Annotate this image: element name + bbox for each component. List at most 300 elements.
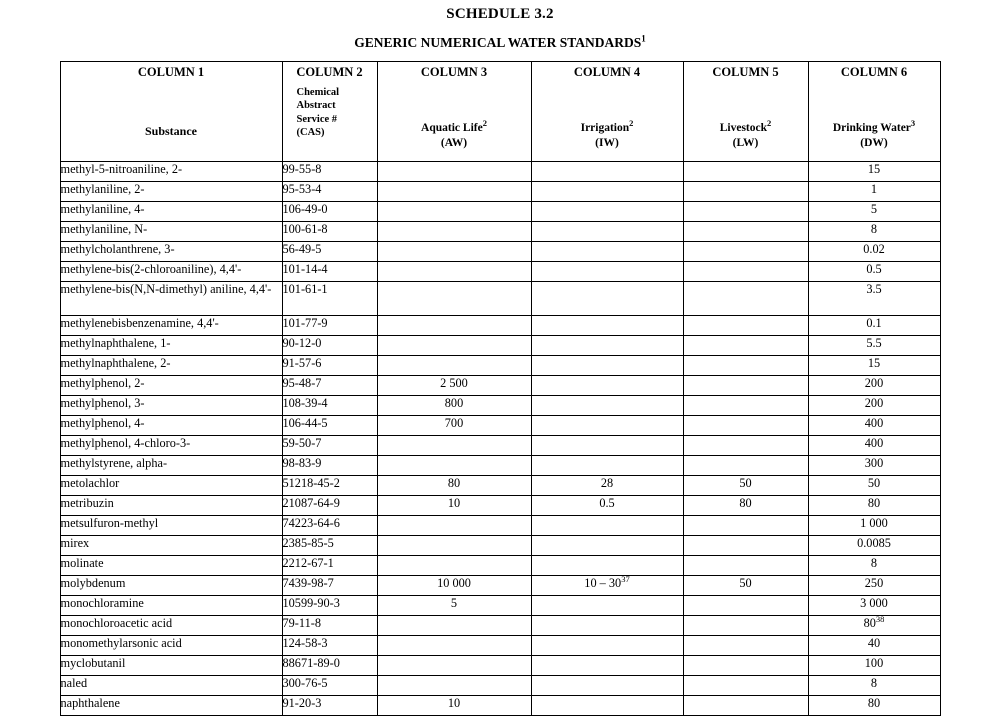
cell-cas <box>282 616 377 636</box>
cell-substance-text: methylcholanthrene, 3- <box>60 242 175 256</box>
cell-substance <box>60 396 282 416</box>
cell-cas-text: 108-39-4 <box>282 396 328 410</box>
cell-cas-text: 100-61-8 <box>282 222 328 236</box>
cell-substance <box>60 182 282 202</box>
cell-cas-text: 2212-67-1 <box>282 556 334 570</box>
table-row <box>60 162 940 182</box>
cell-livestock <box>683 596 808 616</box>
cell-irrigation <box>531 356 683 376</box>
column-header-2: COLUMN 2 <box>282 62 377 84</box>
cell-substance-text: methylaniline, 4- <box>60 202 145 216</box>
cell-cas-text: 99-55-8 <box>282 162 322 176</box>
table-row <box>60 242 940 262</box>
cas-line-2: Abstract <box>296 100 336 112</box>
table-row <box>60 596 940 616</box>
cell-irrigation <box>531 476 683 496</box>
cell-aquatic-life <box>377 596 531 616</box>
drinking-water-text: Drinking Water <box>832 122 911 134</box>
cell-aquatic-life <box>377 476 531 496</box>
cell-substance-text: molinate <box>60 556 104 570</box>
cell-drinking-water-text: 0.1 <box>866 316 882 330</box>
cell-substance-text: methylphenol, 4-chloro-3- <box>60 436 191 450</box>
table-row <box>60 262 940 282</box>
cell-drinking-water-text: 400 <box>864 416 884 430</box>
cell-substance <box>60 476 282 496</box>
cell-drinking-water <box>808 696 940 716</box>
column-header-aquatic-life-label <box>378 118 531 151</box>
cell-aquatic-life-text: 80 <box>447 476 461 490</box>
cell-cas <box>282 656 377 676</box>
cell-drinking-water <box>808 536 940 556</box>
aquatic-life-footnote-marker: 2 <box>482 118 487 129</box>
cell-irrigation <box>531 282 683 316</box>
cell-irrigation <box>531 336 683 356</box>
table-row <box>60 336 940 356</box>
cell-substance <box>60 516 282 536</box>
cell-drinking-water-text: 3.5 <box>866 282 882 296</box>
cell-drinking-water-text: 400 <box>864 436 884 450</box>
cell-substance-text: methylphenol, 3- <box>60 396 145 410</box>
cell-cas-text: 106-49-0 <box>282 202 328 216</box>
cell-livestock-text: 50 <box>739 576 752 590</box>
cell-aquatic-life-text: 10 <box>447 496 461 510</box>
cell-drinking-water <box>808 336 940 356</box>
cell-drinking-water <box>808 656 940 676</box>
cell-substance-text: methylenebisbenzenamine, 4,4'- <box>60 316 219 330</box>
table-header-row-numbers <box>60 62 940 84</box>
cell-substance-text: metribuzin <box>60 496 114 510</box>
cell-drinking-water-text: 5.5 <box>866 336 882 350</box>
cell-substance <box>60 376 282 396</box>
cell-substance-text: methylnaphthalene, 1- <box>60 336 171 350</box>
cell-cas-text: 300-76-5 <box>282 676 328 690</box>
cell-cas-text: 106-44-5 <box>282 416 328 430</box>
cell-cas-text: 101-61-1 <box>282 282 328 296</box>
cell-irrigation <box>531 222 683 242</box>
cell-cas-text: 56-49-5 <box>282 242 322 256</box>
livestock-text: Livestock <box>719 122 768 134</box>
cell-substance-text: metolachlor <box>60 476 120 490</box>
cell-cas-text: 51218-45-2 <box>282 476 340 490</box>
cell-substance-text: molybdenum <box>60 576 126 590</box>
cell-irrigation <box>531 416 683 436</box>
table-body <box>60 162 940 716</box>
cell-substance-text: monochloramine <box>60 596 144 610</box>
cell-drinking-water <box>808 162 940 182</box>
cell-drinking-water-text: 0.0085 <box>857 536 891 550</box>
cell-aquatic-life-text: 700 <box>444 416 464 430</box>
cell-cas <box>282 516 377 536</box>
cell-livestock <box>683 516 808 536</box>
column-header-drinking-water <box>808 83 940 162</box>
table-row <box>60 282 940 316</box>
cell-substance <box>60 556 282 576</box>
cell-livestock <box>683 636 808 656</box>
cas-line-3: Service # <box>296 113 338 125</box>
cell-drinking-water-text: 0.5 <box>866 262 882 276</box>
cell-substance <box>60 456 282 476</box>
table-row <box>60 516 940 536</box>
table-row <box>60 576 940 596</box>
cell-irrigation <box>531 456 683 476</box>
table-row <box>60 356 940 376</box>
cell-cas <box>282 576 377 596</box>
cell-substance-text: methylaniline, 2- <box>60 182 145 196</box>
cell-livestock <box>683 336 808 356</box>
cell-aquatic-life <box>377 516 531 536</box>
cell-substance-text: naphthalene <box>60 696 120 710</box>
livestock-footnote-marker: 2 <box>767 118 772 129</box>
column-header-aquatic-life <box>377 83 531 162</box>
livestock-abbrev: (LW) <box>732 136 759 149</box>
cell-drinking-water <box>808 636 940 656</box>
cell-drinking-water <box>808 456 940 476</box>
table-row <box>60 222 940 242</box>
cell-drinking-water <box>808 496 940 516</box>
cell-substance-text: methylstyrene, alpha- <box>60 456 168 470</box>
cell-substance-text: methylphenol, 4- <box>60 416 145 430</box>
cell-livestock <box>683 202 808 222</box>
cell-cas <box>282 222 377 242</box>
cell-drinking-water <box>808 316 940 336</box>
cell-aquatic-life <box>377 396 531 416</box>
cell-cas <box>282 316 377 336</box>
cell-aquatic-life <box>377 242 531 262</box>
cell-substance <box>60 222 282 242</box>
cell-irrigation <box>531 376 683 396</box>
cell-cas-text: 95-53-4 <box>282 182 322 196</box>
irrigation-text: Irrigation <box>580 122 630 134</box>
cell-livestock <box>683 242 808 262</box>
page-subtitle-footnote-marker: 1 <box>641 33 646 44</box>
cell-drinking-water <box>808 396 940 416</box>
water-standards-table <box>60 61 941 716</box>
cell-drinking-water <box>808 516 940 536</box>
cell-substance <box>60 596 282 616</box>
table-row <box>60 636 940 656</box>
cell-drinking-water-text: 200 <box>864 396 884 410</box>
cell-cas <box>282 436 377 456</box>
column-header-substance-label: Substance <box>144 124 197 138</box>
cell-substance-text: methyl-5-nitroaniline, 2- <box>60 162 183 176</box>
cell-aquatic-life-text: 5 <box>450 596 458 610</box>
cell-livestock <box>683 416 808 436</box>
cell-cas <box>282 282 377 316</box>
cell-cas-text: 79-11-8 <box>282 616 321 630</box>
cell-substance-text: metsulfuron-methyl <box>60 516 159 530</box>
cell-cas <box>282 376 377 396</box>
column-header-substance <box>60 83 282 162</box>
cell-substance <box>60 316 282 336</box>
cell-drinking-water-text: 8 <box>870 556 878 570</box>
cell-substance-text: mirex <box>60 536 90 550</box>
cell-livestock <box>683 182 808 202</box>
cell-substance-text: methylnaphthalene, 2- <box>60 356 171 370</box>
table-row <box>60 696 940 716</box>
cell-substance <box>60 242 282 262</box>
cell-substance-text: methylene-bis(N,N-dimethyl) aniline, 4,4'- <box>60 282 272 296</box>
cell-cas <box>282 356 377 376</box>
cell-substance <box>60 356 282 376</box>
column-header-3: COLUMN 3 <box>377 62 531 84</box>
cell-cas <box>282 476 377 496</box>
table-row <box>60 376 940 396</box>
cell-substance <box>60 282 282 316</box>
cell-drinking-water <box>808 416 940 436</box>
cell-livestock <box>683 576 808 596</box>
cell-drinking-water-text: 40 <box>867 636 881 650</box>
cell-cas <box>282 636 377 656</box>
column-header-1: COLUMN 1 <box>60 62 282 84</box>
cell-livestock <box>683 696 808 716</box>
table-row <box>60 656 940 676</box>
cell-substance-text: monochloroacetic acid <box>60 616 173 630</box>
cas-line-4: (CAS) <box>296 127 325 139</box>
cell-livestock <box>683 616 808 636</box>
cell-cas-text: 101-14-4 <box>282 262 328 276</box>
cell-cas-text: 2385-85-5 <box>282 536 334 550</box>
cell-aquatic-life <box>377 696 531 716</box>
cell-livestock <box>683 316 808 336</box>
cell-irrigation <box>531 396 683 416</box>
cell-drinking-water <box>808 282 940 316</box>
table-header <box>60 62 940 162</box>
cell-aquatic-life <box>377 496 531 516</box>
cell-drinking-water-text: 5 <box>870 202 878 216</box>
cell-aquatic-life <box>377 376 531 396</box>
cell-substance <box>60 336 282 356</box>
cell-irrigation <box>531 616 683 636</box>
cell-drinking-water-text: 80 <box>863 616 876 630</box>
cell-substance <box>60 636 282 656</box>
cell-aquatic-life <box>377 616 531 636</box>
table-row <box>60 536 940 556</box>
cell-drinking-water <box>808 596 940 616</box>
cell-irrigation-text: 0.5 <box>599 496 615 510</box>
cell-irrigation-footnote-marker: 37 <box>621 573 630 584</box>
table-row <box>60 456 940 476</box>
table-header-row-names <box>60 83 940 162</box>
cell-drinking-water-text: 80 <box>867 496 881 510</box>
cell-drinking-water <box>808 242 940 262</box>
cell-cas <box>282 162 377 182</box>
cell-aquatic-life <box>377 536 531 556</box>
cell-irrigation <box>531 536 683 556</box>
cell-substance <box>60 536 282 556</box>
cell-cas <box>282 416 377 436</box>
cell-livestock <box>683 222 808 242</box>
cell-substance-text: methylene-bis(2-chloroaniline), 4,4'- <box>60 262 242 276</box>
cell-aquatic-life <box>377 262 531 282</box>
cell-drinking-water-text: 100 <box>864 656 884 670</box>
cell-cas <box>282 696 377 716</box>
cell-irrigation <box>531 516 683 536</box>
cell-livestock <box>683 496 808 516</box>
cell-drinking-water-text: 1 000 <box>860 516 888 530</box>
cell-substance-text: myclobutanil <box>60 656 126 670</box>
column-header-4: COLUMN 4 <box>531 62 683 84</box>
cell-irrigation-text: 28 <box>600 476 614 490</box>
table-row <box>60 202 940 222</box>
cell-aquatic-life-text: 2 500 <box>440 376 468 390</box>
table-row <box>60 476 940 496</box>
table-row <box>60 316 940 336</box>
cell-substance <box>60 416 282 436</box>
cell-drinking-water <box>808 436 940 456</box>
table-row <box>60 436 940 456</box>
cell-cas-text: 95-48-7 <box>282 376 322 390</box>
cell-aquatic-life <box>377 316 531 336</box>
cell-drinking-water-text: 250 <box>864 576 884 590</box>
cell-cas <box>282 456 377 476</box>
cell-livestock-text: 50 <box>739 476 752 490</box>
cell-livestock <box>683 656 808 676</box>
cell-livestock-text: 80 <box>739 496 752 510</box>
cell-cas <box>282 496 377 516</box>
cell-substance <box>60 202 282 222</box>
cell-aquatic-life <box>377 636 531 656</box>
table-row <box>60 616 940 636</box>
cell-aquatic-life <box>377 222 531 242</box>
irrigation-footnote-marker: 2 <box>629 118 634 129</box>
cell-drinking-water-footnote-marker: 38 <box>875 613 885 624</box>
column-header-6: COLUMN 6 <box>808 62 940 84</box>
cell-drinking-water <box>808 376 940 396</box>
cell-substance <box>60 576 282 596</box>
table-row <box>60 676 940 696</box>
drinking-water-abbrev: (DW) <box>860 136 888 149</box>
cell-substance <box>60 656 282 676</box>
cell-substance-text: methylaniline, N- <box>60 222 148 236</box>
column-header-cas-label <box>283 83 377 140</box>
cell-aquatic-life <box>377 416 531 436</box>
cell-aquatic-life <box>377 336 531 356</box>
cell-aquatic-life <box>377 556 531 576</box>
cell-substance-text: monomethylarsonic acid <box>60 636 182 650</box>
cell-cas <box>282 676 377 696</box>
cell-cas-text: 91-57-6 <box>282 356 322 370</box>
cell-aquatic-life-text: 10 <box>447 696 461 710</box>
cell-aquatic-life-text: 10 000 <box>437 576 471 590</box>
cell-livestock <box>683 536 808 556</box>
cell-aquatic-life <box>377 202 531 222</box>
cell-aquatic-life <box>377 356 531 376</box>
cell-cas-text: 10599-90-3 <box>282 596 340 610</box>
cell-cas-text: 98-83-9 <box>282 456 322 470</box>
cell-drinking-water <box>808 676 940 696</box>
column-header-drinking-water-label <box>809 118 940 151</box>
cell-drinking-water <box>808 556 940 576</box>
cell-irrigation <box>531 262 683 282</box>
cell-livestock <box>683 456 808 476</box>
cell-irrigation <box>531 316 683 336</box>
cell-drinking-water <box>808 476 940 496</box>
column-header-livestock-label <box>684 118 808 151</box>
cell-aquatic-life <box>377 456 531 476</box>
cell-irrigation <box>531 556 683 576</box>
cell-irrigation <box>531 242 683 262</box>
cell-drinking-water-text: 200 <box>864 376 884 390</box>
cell-drinking-water <box>808 182 940 202</box>
cell-cas-text: 21087-64-9 <box>282 496 340 510</box>
cell-substance <box>60 496 282 516</box>
cell-cas-text: 90-12-0 <box>282 336 322 350</box>
cell-irrigation <box>531 182 683 202</box>
cell-drinking-water-text: 300 <box>864 456 884 470</box>
cell-irrigation <box>531 696 683 716</box>
cell-livestock <box>683 282 808 316</box>
cell-livestock <box>683 376 808 396</box>
cell-drinking-water-text: 1 <box>870 182 878 196</box>
cell-irrigation <box>531 656 683 676</box>
cell-substance <box>60 696 282 716</box>
cell-cas <box>282 336 377 356</box>
cell-cas-text: 124-58-3 <box>282 636 328 650</box>
column-header-irrigation-label <box>532 118 683 151</box>
table-row <box>60 396 940 416</box>
cell-aquatic-life <box>377 436 531 456</box>
cell-irrigation <box>531 676 683 696</box>
cell-substance <box>60 616 282 636</box>
table-row <box>60 556 940 576</box>
cell-cas-text: 88671-89-0 <box>282 656 340 670</box>
column-header-cas <box>282 83 377 162</box>
cell-aquatic-life <box>377 282 531 316</box>
cell-drinking-water <box>808 613 940 636</box>
cell-substance <box>60 162 282 182</box>
cell-livestock <box>683 396 808 416</box>
cell-cas <box>282 556 377 576</box>
cell-cas <box>282 182 377 202</box>
page-title: SCHEDULE 3.2 <box>446 6 554 22</box>
cell-livestock <box>683 556 808 576</box>
cell-drinking-water <box>808 222 940 242</box>
cell-aquatic-life <box>377 182 531 202</box>
cell-cas-text: 101-77-9 <box>282 316 328 330</box>
cell-drinking-water <box>808 576 940 596</box>
cell-livestock <box>683 676 808 696</box>
cell-livestock <box>683 436 808 456</box>
cell-cas-text: 91-20-3 <box>282 696 322 710</box>
cell-substance <box>60 262 282 282</box>
cell-livestock <box>683 476 808 496</box>
cell-livestock <box>683 262 808 282</box>
cell-cas <box>282 262 377 282</box>
cell-substance <box>60 436 282 456</box>
table-row <box>60 182 940 202</box>
column-header-5: COLUMN 5 <box>683 62 808 84</box>
cell-substance-text: naled <box>60 676 88 690</box>
cell-irrigation <box>531 202 683 222</box>
cell-irrigation-text: 10 – 30 <box>584 576 622 590</box>
cell-drinking-water <box>808 356 940 376</box>
cell-livestock <box>683 356 808 376</box>
cell-drinking-water-text: 3 000 <box>860 596 888 610</box>
cell-drinking-water-text: 80 <box>867 696 881 710</box>
cell-irrigation <box>531 436 683 456</box>
aquatic-life-text: Aquatic Life <box>421 122 483 134</box>
cell-aquatic-life <box>377 162 531 182</box>
cell-cas-text: 7439-98-7 <box>282 576 334 590</box>
cell-drinking-water-text: 15 <box>867 162 881 176</box>
cell-substance <box>60 676 282 696</box>
cell-drinking-water <box>808 262 940 282</box>
irrigation-abbrev: (IW) <box>595 136 619 149</box>
cell-drinking-water <box>808 202 940 222</box>
drinking-water-footnote-marker: 3 <box>910 118 916 129</box>
page-subtitle-text: GENERIC NUMERICAL WATER STANDARDS <box>354 35 642 50</box>
cell-substance-text: methylphenol, 2- <box>60 376 145 390</box>
